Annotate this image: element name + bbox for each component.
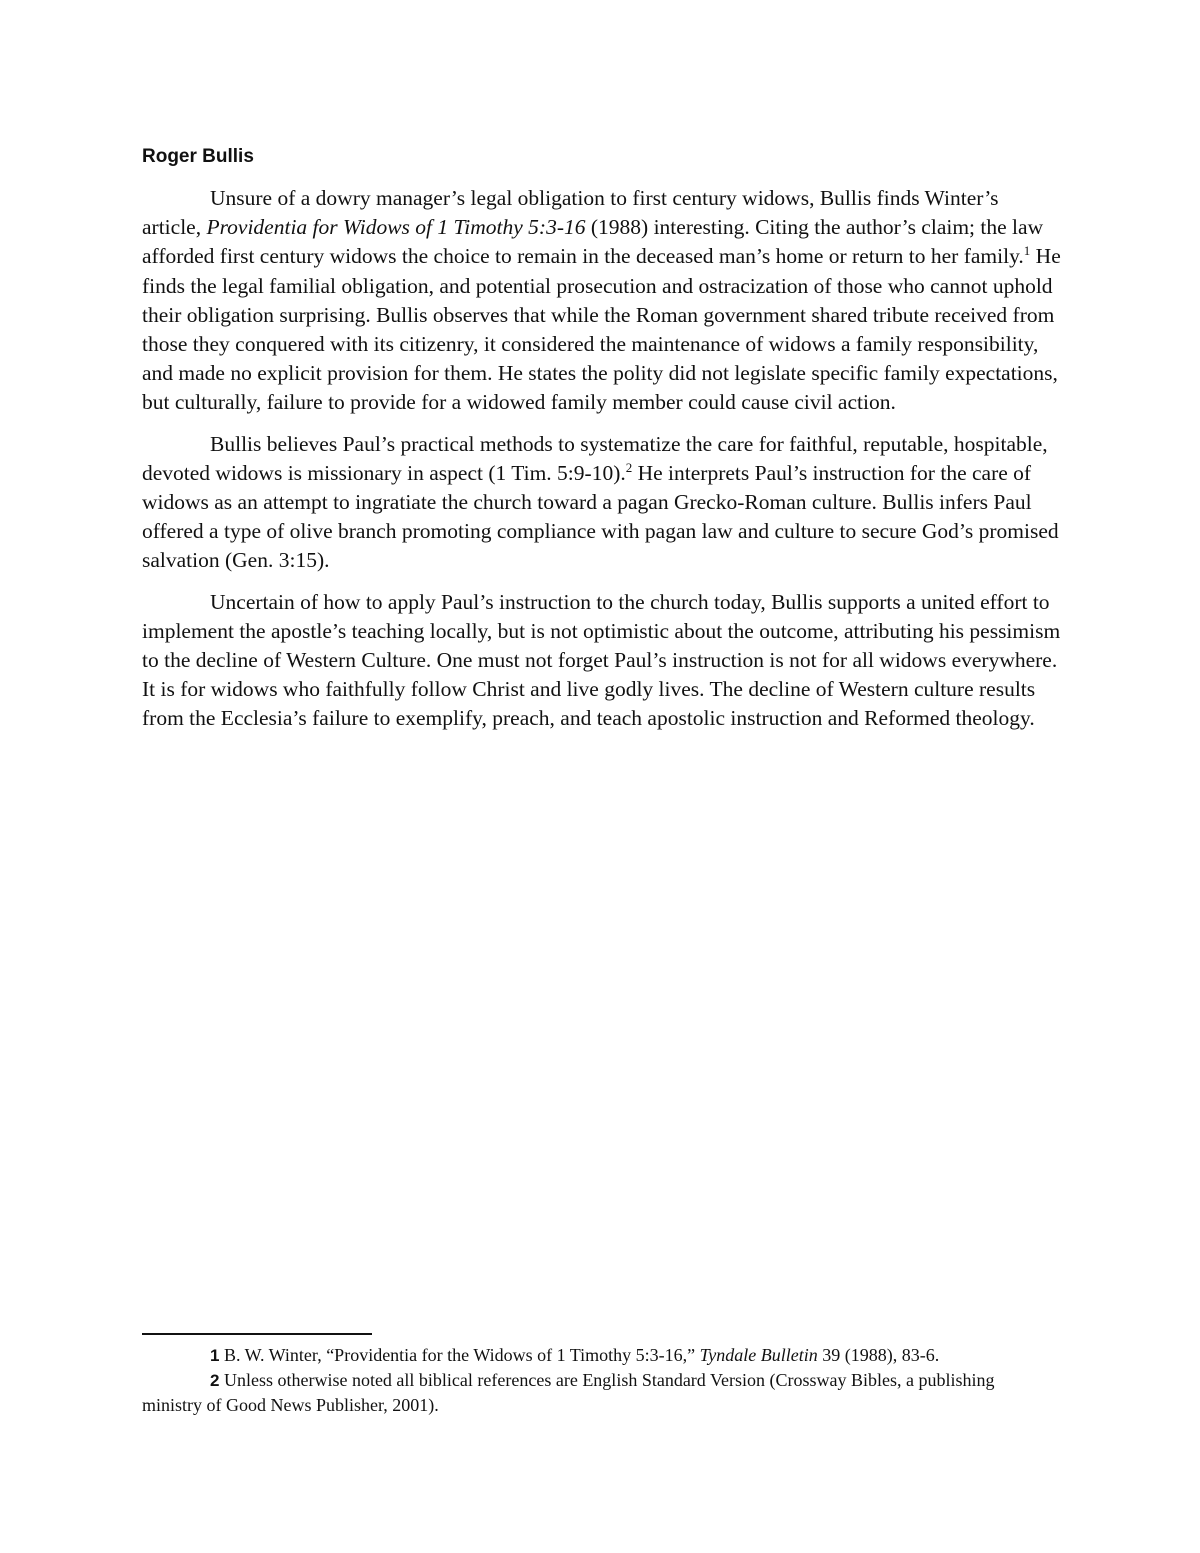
footnote-1-text-b: 39 (1988), 83-6.	[817, 1345, 940, 1365]
paragraph-2	[142, 430, 1062, 576]
paragraph-1	[142, 184, 1062, 418]
document-body	[142, 184, 1062, 746]
footnote-reference-2[interactable]: 2	[625, 459, 633, 475]
paragraph-1-text-b: (1988) interesting. Citing the author’s claim; the law afforded first century widows the choice to remain in the deceased man’s home or return to her family.	[142, 215, 1044, 269]
footnote-number-2: 2	[210, 1371, 220, 1390]
author-heading: Roger Bullis	[142, 146, 254, 167]
footnote-2	[142, 1368, 1042, 1417]
paragraph-1-text-c: He finds the legal familial obligation, and potential prosecution and ostracization of those who cannot uphold their obligation surprising. Bullis observes that while the Roman government shared tribute received from those they conquered with its citizenry, it considered the maintenance of widows a family responsibility, and made no explicit provision for them. He states the polity did not legislate specific family expectations, but culturally, failure to provide for a widowed family member could cause civil action.	[142, 244, 1061, 415]
paragraph-2-text-b: He interprets Paul’s instruction for the care of widows as an attempt to ingratiate the church toward a pagan Grecko-Roman culture. Bullis infers Paul offered a type of olive branch promoting compliance with pagan law and culture to secure God’s promised salvation (Gen. 3:15).	[142, 460, 1059, 573]
footnote-number-1: 1	[210, 1346, 220, 1365]
paragraph-2-text-a: Bullis believes Paul’s practical methods to systematize the care for faithful, reputable, hospitable, devoted widows is missionary in aspect (1 Tim. 5:9-10).	[142, 431, 1048, 485]
article-title: Providentia for Widows of 1 Timothy 5:3-16	[206, 215, 586, 240]
footnote-2-text: Unless otherwise noted all biblical references are English Standard Version (Crossway Bibles, a publishing ministry of Good News Publisher, 2001).	[142, 1370, 995, 1415]
footnote-1-text-a: B. W. Winter, “Providentia for the Widows of 1 Timothy 5:3-16,”	[219, 1345, 700, 1365]
footnote-reference-1[interactable]: 1	[1023, 243, 1031, 259]
paragraph-1-text-a: Unsure of a dowry manager’s legal obligation to first century widows, Bullis finds Winter’s article,	[142, 186, 999, 240]
footnote-separator	[142, 1333, 372, 1335]
journal-title: Tyndale Bulletin	[699, 1345, 818, 1365]
footnotes	[142, 1343, 1042, 1417]
footnote-1	[142, 1343, 1042, 1368]
paragraph-3: Uncertain of how to apply Paul’s instruction to the church today, Bullis supports a united effort to implement the apostle’s teaching locally, but is not optimistic about the outcome, attributing his pessimism to the decline of Western Culture. One must not forget Paul’s instruction is not for all widows everywhere. It is for widows who faithfully follow Christ and live godly lives. The decline of Western culture results from the Ecclesia’s failure to exemplify, preach, and teach apostolic instruction and Reformed theology.	[142, 589, 1061, 731]
